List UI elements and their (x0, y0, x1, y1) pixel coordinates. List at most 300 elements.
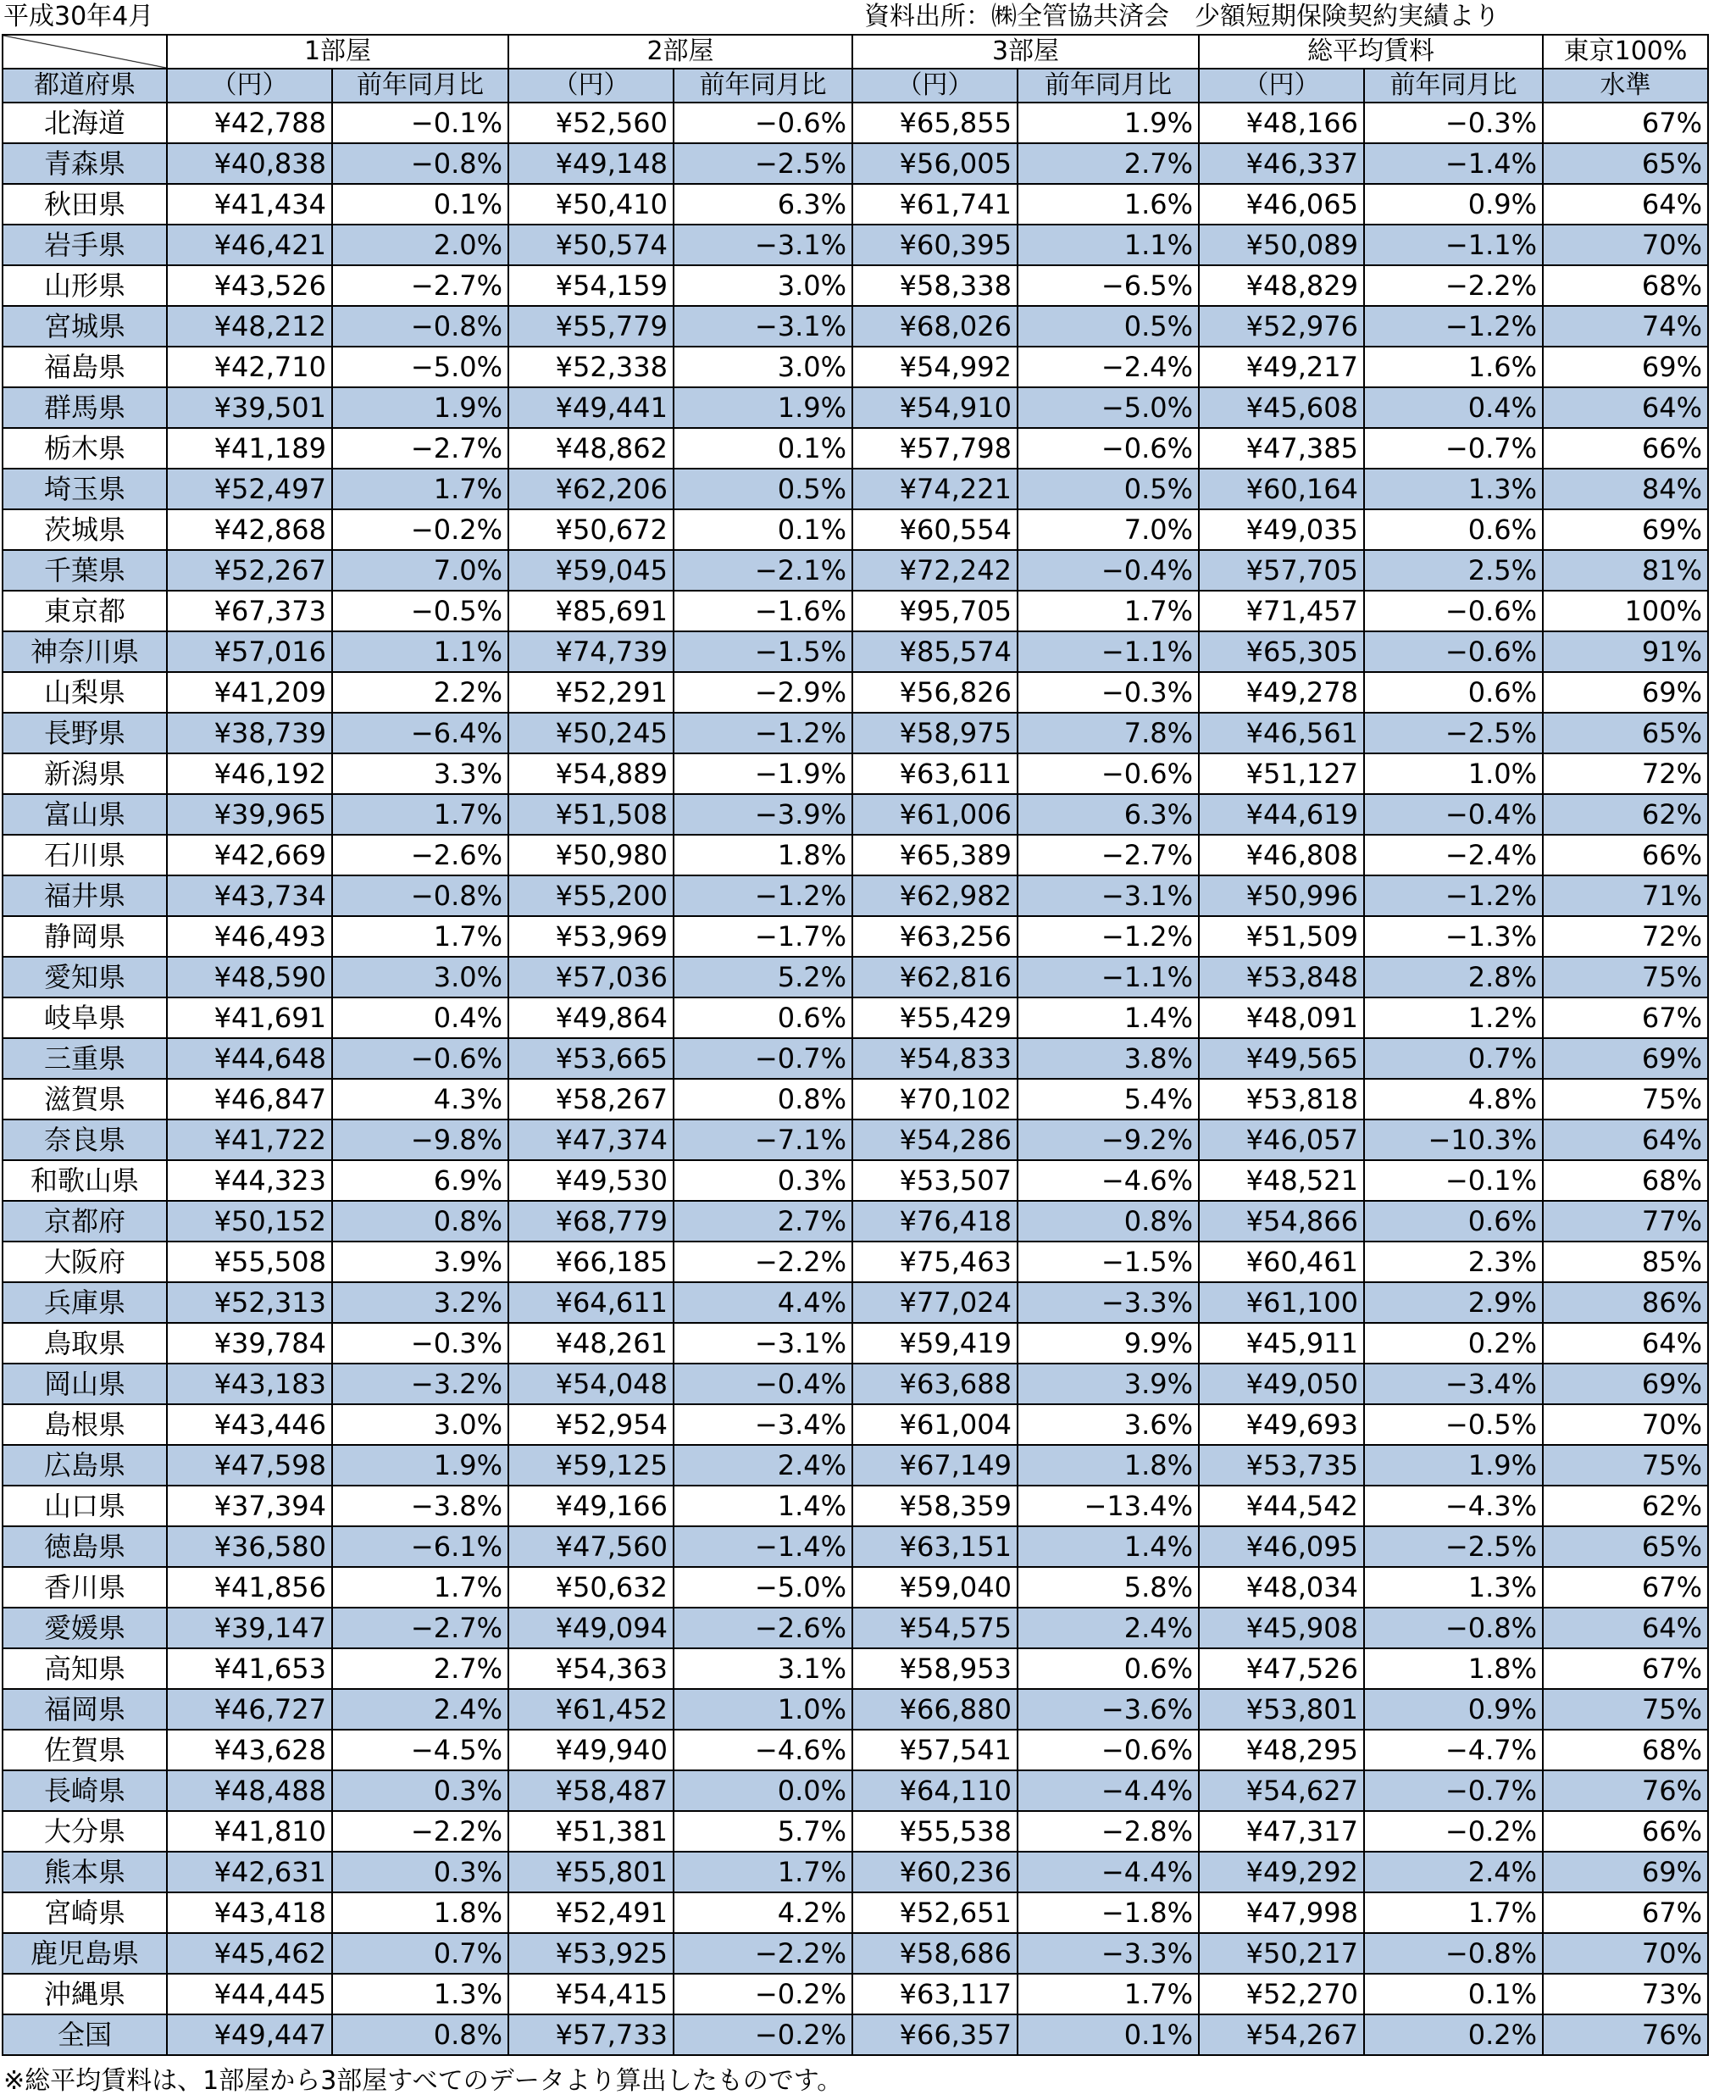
rent-2room-cell: ¥49,530 (508, 1160, 674, 1201)
rent-1room-cell: ¥43,628 (167, 1730, 332, 1770)
yoy-3room-cell: 9.9% (1018, 1323, 1199, 1364)
rent-table (2, 34, 1709, 2056)
table-row (3, 1892, 1708, 1933)
rent-1room-cell: ¥37,394 (167, 1486, 332, 1526)
tokyo-level-cell: 81% (1543, 550, 1708, 591)
rent-2room-cell: ¥54,889 (508, 753, 674, 794)
yoy-2room-cell: −2.6% (674, 1608, 852, 1648)
tokyo-level-cell: 69% (1543, 1364, 1708, 1404)
date-label: 平成30年4月 (3, 2, 154, 31)
yoy-average-cell: 2.3% (1364, 1242, 1543, 1282)
rent-2room-cell: ¥47,374 (508, 1119, 674, 1160)
prefecture-cell: 高知県 (3, 1648, 167, 1689)
yoy-2room-cell: 2.4% (674, 1445, 852, 1486)
tokyo-level-cell: 69% (1543, 672, 1708, 713)
prefecture-cell: 青森県 (3, 143, 167, 184)
rent-1room-cell: ¥57,016 (167, 631, 332, 672)
yoy-1room-cell: 0.7% (332, 1933, 508, 1974)
yoy-average-cell: −3.4% (1364, 1364, 1543, 1404)
rent-1room-cell: ¥52,267 (167, 550, 332, 591)
yoy-2room-cell: −0.7% (674, 1038, 852, 1079)
prefecture-cell: 愛媛県 (3, 1608, 167, 1648)
sub-header-prefecture: 都道府県 (3, 69, 167, 103)
rent-average-cell: ¥54,267 (1199, 2014, 1364, 2055)
yoy-1room-cell: −0.5% (332, 591, 508, 631)
table-row (3, 184, 1708, 225)
yoy-average-cell: −4.3% (1364, 1486, 1543, 1526)
rent-3room-cell: ¥57,798 (852, 428, 1018, 469)
yoy-3room-cell: −2.4% (1018, 347, 1199, 387)
table-row (3, 1811, 1708, 1852)
prefecture-cell: 香川県 (3, 1567, 167, 1608)
rent-average-cell: ¥65,305 (1199, 631, 1364, 672)
yoy-3room-cell: −3.3% (1018, 1933, 1199, 1974)
rent-average-cell: ¥46,065 (1199, 184, 1364, 225)
yoy-average-cell: 1.2% (1364, 997, 1543, 1038)
rent-3room-cell: ¥61,004 (852, 1404, 1018, 1445)
rent-3room-cell: ¥54,286 (852, 1119, 1018, 1160)
rent-2room-cell: ¥49,148 (508, 143, 674, 184)
table-row (3, 550, 1708, 591)
yoy-1room-cell: 0.4% (332, 997, 508, 1038)
tokyo-level-cell: 64% (1543, 1608, 1708, 1648)
rent-3room-cell: ¥60,236 (852, 1852, 1018, 1892)
prefecture-cell: 滋賀県 (3, 1079, 167, 1119)
table-row (3, 672, 1708, 713)
rent-average-cell: ¥47,526 (1199, 1648, 1364, 1689)
table-row (3, 1119, 1708, 1160)
rent-2room-cell: ¥61,452 (508, 1689, 674, 1730)
rent-3room-cell: ¥55,538 (852, 1811, 1018, 1852)
yoy-3room-cell: 0.6% (1018, 1648, 1199, 1689)
yoy-average-cell: −4.7% (1364, 1730, 1543, 1770)
rent-3room-cell: ¥75,463 (852, 1242, 1018, 1282)
yoy-1room-cell: 1.3% (332, 1974, 508, 2014)
yoy-3room-cell: −9.2% (1018, 1119, 1199, 1160)
yoy-average-cell: −2.5% (1364, 713, 1543, 753)
rent-3room-cell: ¥54,992 (852, 347, 1018, 387)
yoy-2room-cell: 4.2% (674, 1892, 852, 1933)
table-row (3, 753, 1708, 794)
table-row (3, 713, 1708, 753)
rent-3room-cell: ¥64,110 (852, 1770, 1018, 1811)
group-header-row (3, 35, 1708, 69)
yoy-average-cell: −1.2% (1364, 875, 1543, 916)
tokyo-level-cell: 69% (1543, 347, 1708, 387)
yoy-2room-cell: 0.0% (674, 1770, 852, 1811)
yoy-2room-cell: −2.9% (674, 672, 852, 713)
yoy-2room-cell: −2.1% (674, 550, 852, 591)
rent-average-cell: ¥47,385 (1199, 428, 1364, 469)
rent-1room-cell: ¥39,965 (167, 794, 332, 835)
yoy-2room-cell: −1.6% (674, 591, 852, 631)
rent-1room-cell: ¥40,838 (167, 143, 332, 184)
rent-1room-cell: ¥46,493 (167, 916, 332, 957)
rent-1room-cell: ¥52,313 (167, 1282, 332, 1323)
yoy-1room-cell: −0.8% (332, 143, 508, 184)
rent-3room-cell: ¥85,574 (852, 631, 1018, 672)
yoy-1room-cell: −0.2% (332, 509, 508, 550)
rent-2room-cell: ¥50,672 (508, 509, 674, 550)
rent-1room-cell: ¥55,508 (167, 1242, 332, 1282)
yoy-3room-cell: 3.9% (1018, 1364, 1199, 1404)
prefecture-cell: 宮崎県 (3, 1892, 167, 1933)
prefecture-cell: 長野県 (3, 713, 167, 753)
yoy-3room-cell: 1.9% (1018, 103, 1199, 143)
prefecture-cell: 山梨県 (3, 672, 167, 713)
rent-2room-cell: ¥50,245 (508, 713, 674, 753)
table-row (3, 591, 1708, 631)
rent-3room-cell: ¥77,024 (852, 1282, 1018, 1323)
yoy-1room-cell: 0.3% (332, 1852, 508, 1892)
rent-1room-cell: ¥44,648 (167, 1038, 332, 1079)
rent-1room-cell: ¥42,868 (167, 509, 332, 550)
yoy-2room-cell: −0.4% (674, 1364, 852, 1404)
rent-1room-cell: ¥48,488 (167, 1770, 332, 1811)
tokyo-level-cell: 91% (1543, 631, 1708, 672)
table-row (3, 1201, 1708, 1242)
yoy-3room-cell: 2.7% (1018, 143, 1199, 184)
rent-2room-cell: ¥59,045 (508, 550, 674, 591)
rent-average-cell: ¥44,542 (1199, 1486, 1364, 1526)
yoy-average-cell: 0.6% (1364, 672, 1543, 713)
rent-average-cell: ¥51,509 (1199, 916, 1364, 957)
sub-header-yen: （円） (508, 69, 674, 103)
rent-3room-cell: ¥63,256 (852, 916, 1018, 957)
rent-average-cell: ¥46,095 (1199, 1526, 1364, 1567)
yoy-average-cell: −0.7% (1364, 1770, 1543, 1811)
group-header-1room: 1部屋 (167, 35, 508, 69)
rent-3room-cell: ¥58,359 (852, 1486, 1018, 1526)
yoy-2room-cell: −2.2% (674, 1242, 852, 1282)
yoy-3room-cell: 1.7% (1018, 1974, 1199, 2014)
yoy-2room-cell: −2.2% (674, 1933, 852, 1974)
rent-average-cell: ¥54,866 (1199, 1201, 1364, 1242)
rent-average-cell: ¥53,801 (1199, 1689, 1364, 1730)
rent-average-cell: ¥46,337 (1199, 143, 1364, 184)
yoy-1room-cell: 6.9% (332, 1160, 508, 1201)
table-row (3, 306, 1708, 347)
yoy-average-cell: −0.8% (1364, 1608, 1543, 1648)
rent-3room-cell: ¥62,982 (852, 875, 1018, 916)
yoy-2room-cell: −3.1% (674, 306, 852, 347)
table-row (3, 103, 1708, 143)
yoy-2room-cell: −7.1% (674, 1119, 852, 1160)
tokyo-level-cell: 68% (1543, 1160, 1708, 1201)
rent-1room-cell: ¥48,590 (167, 957, 332, 997)
yoy-1room-cell: −0.3% (332, 1323, 508, 1364)
prefecture-cell: 宮城県 (3, 306, 167, 347)
tokyo-level-cell: 70% (1543, 225, 1708, 265)
rent-1room-cell: ¥41,691 (167, 997, 332, 1038)
rent-3room-cell: ¥57,541 (852, 1730, 1018, 1770)
tokyo-level-cell: 64% (1543, 184, 1708, 225)
rent-average-cell: ¥46,808 (1199, 835, 1364, 875)
rent-average-cell: ¥52,270 (1199, 1974, 1364, 2014)
rent-average-cell: ¥44,619 (1199, 794, 1364, 835)
rent-2room-cell: ¥50,980 (508, 835, 674, 875)
yoy-average-cell: 1.3% (1364, 1567, 1543, 1608)
yoy-average-cell: −2.5% (1364, 1526, 1543, 1567)
yoy-3room-cell: −4.4% (1018, 1852, 1199, 1892)
prefecture-cell: 千葉県 (3, 550, 167, 591)
tokyo-level-cell: 67% (1543, 1648, 1708, 1689)
yoy-2room-cell: −1.2% (674, 875, 852, 916)
yoy-2room-cell: 0.8% (674, 1079, 852, 1119)
prefecture-cell: 岡山県 (3, 1364, 167, 1404)
rent-2room-cell: ¥57,733 (508, 2014, 674, 2055)
table-row (3, 1526, 1708, 1567)
yoy-1room-cell: 1.7% (332, 794, 508, 835)
tokyo-level-cell: 62% (1543, 1486, 1708, 1526)
rent-3room-cell: ¥65,389 (852, 835, 1018, 875)
yoy-average-cell: −10.3% (1364, 1119, 1543, 1160)
corner-cell (3, 35, 167, 69)
tokyo-level-cell: 62% (1543, 794, 1708, 835)
yoy-1room-cell: −3.8% (332, 1486, 508, 1526)
rent-1room-cell: ¥48,212 (167, 306, 332, 347)
rent-1room-cell: ¥42,788 (167, 103, 332, 143)
rent-2room-cell: ¥74,739 (508, 631, 674, 672)
tokyo-level-cell: 66% (1543, 835, 1708, 875)
prefecture-cell: 栃木県 (3, 428, 167, 469)
rent-2room-cell: ¥55,200 (508, 875, 674, 916)
group-header-2room: 2部屋 (508, 35, 852, 69)
tokyo-level-cell: 75% (1543, 957, 1708, 997)
tokyo-level-cell: 68% (1543, 265, 1708, 306)
rent-average-cell: ¥47,998 (1199, 1892, 1364, 1933)
rent-2room-cell: ¥50,574 (508, 225, 674, 265)
rent-3room-cell: ¥74,221 (852, 469, 1018, 509)
yoy-average-cell: −0.7% (1364, 428, 1543, 469)
yoy-3room-cell: 0.8% (1018, 1201, 1199, 1242)
table-row (3, 265, 1708, 306)
rent-1room-cell: ¥39,501 (167, 387, 332, 428)
prefecture-cell: 群馬県 (3, 387, 167, 428)
yoy-2room-cell: 0.1% (674, 428, 852, 469)
sub-header-yoy: 前年同月比 (1364, 69, 1543, 103)
tokyo-level-cell: 72% (1543, 916, 1708, 957)
prefecture-cell: 神奈川県 (3, 631, 167, 672)
prefecture-cell: 鳥取県 (3, 1323, 167, 1364)
yoy-1room-cell: 0.3% (332, 1770, 508, 1811)
tokyo-level-cell: 64% (1543, 1323, 1708, 1364)
table-row (3, 1282, 1708, 1323)
rent-average-cell: ¥53,848 (1199, 957, 1364, 997)
table-row (3, 1770, 1708, 1811)
yoy-1room-cell: 1.7% (332, 469, 508, 509)
rent-3room-cell: ¥58,686 (852, 1933, 1018, 1974)
rent-2room-cell: ¥54,048 (508, 1364, 674, 1404)
rent-3room-cell: ¥54,575 (852, 1608, 1018, 1648)
rent-1room-cell: ¥39,147 (167, 1608, 332, 1648)
table-row (3, 387, 1708, 428)
rent-1room-cell: ¥36,580 (167, 1526, 332, 1567)
yoy-1room-cell: 0.8% (332, 2014, 508, 2055)
yoy-2room-cell: −0.6% (674, 103, 852, 143)
yoy-1room-cell: 1.7% (332, 916, 508, 957)
rent-2room-cell: ¥52,338 (508, 347, 674, 387)
yoy-average-cell: 0.7% (1364, 1038, 1543, 1079)
rent-average-cell: ¥53,735 (1199, 1445, 1364, 1486)
yoy-average-cell: 1.9% (1364, 1445, 1543, 1486)
yoy-2room-cell: −1.2% (674, 713, 852, 753)
yoy-average-cell: −0.5% (1364, 1404, 1543, 1445)
yoy-3room-cell: 1.7% (1018, 591, 1199, 631)
rent-2room-cell: ¥49,094 (508, 1608, 674, 1648)
rent-3room-cell: ¥59,419 (852, 1323, 1018, 1364)
yoy-average-cell: −0.2% (1364, 1811, 1543, 1852)
tokyo-level-cell: 64% (1543, 387, 1708, 428)
rent-average-cell: ¥45,608 (1199, 387, 1364, 428)
top-bar (0, 0, 1736, 34)
yoy-2room-cell: 4.4% (674, 1282, 852, 1323)
prefecture-cell: 山形県 (3, 265, 167, 306)
yoy-3room-cell: 1.6% (1018, 184, 1199, 225)
rent-1room-cell: ¥42,669 (167, 835, 332, 875)
table-row (3, 631, 1708, 672)
tokyo-level-cell: 67% (1543, 1892, 1708, 1933)
rent-3room-cell: ¥61,006 (852, 794, 1018, 835)
yoy-1room-cell: 1.9% (332, 1445, 508, 1486)
yoy-3room-cell: 1.1% (1018, 225, 1199, 265)
yoy-3room-cell: 7.0% (1018, 509, 1199, 550)
yoy-2room-cell: 1.4% (674, 1486, 852, 1526)
tokyo-level-cell: 70% (1543, 1404, 1708, 1445)
yoy-average-cell: 0.9% (1364, 184, 1543, 225)
yoy-average-cell: 0.9% (1364, 1689, 1543, 1730)
table-row (3, 1852, 1708, 1892)
tokyo-level-cell: 67% (1543, 997, 1708, 1038)
rent-1room-cell: ¥43,446 (167, 1404, 332, 1445)
yoy-3room-cell: −1.2% (1018, 916, 1199, 957)
rent-2room-cell: ¥57,036 (508, 957, 674, 997)
yoy-average-cell: 2.8% (1364, 957, 1543, 997)
rent-1room-cell: ¥43,183 (167, 1364, 332, 1404)
rent-3room-cell: ¥72,242 (852, 550, 1018, 591)
rent-average-cell: ¥48,829 (1199, 265, 1364, 306)
rent-average-cell: ¥49,050 (1199, 1364, 1364, 1404)
prefecture-cell: 石川県 (3, 835, 167, 875)
yoy-2room-cell: 1.7% (674, 1852, 852, 1892)
yoy-3room-cell: 3.6% (1018, 1404, 1199, 1445)
rent-3room-cell: ¥63,117 (852, 1974, 1018, 2014)
sub-header-row (3, 69, 1708, 103)
yoy-3room-cell: 6.3% (1018, 794, 1199, 835)
rent-3room-cell: ¥59,040 (852, 1567, 1018, 1608)
sub-header-yen: （円） (852, 69, 1018, 103)
table-row (3, 1974, 1708, 2014)
rent-average-cell: ¥71,457 (1199, 591, 1364, 631)
yoy-3room-cell: −4.6% (1018, 1160, 1199, 1201)
tokyo-level-cell: 67% (1543, 1567, 1708, 1608)
yoy-2room-cell: 5.7% (674, 1811, 852, 1852)
rent-2room-cell: ¥54,159 (508, 265, 674, 306)
yoy-1room-cell: 3.2% (332, 1282, 508, 1323)
yoy-3room-cell: 7.8% (1018, 713, 1199, 753)
yoy-1room-cell: 1.7% (332, 1567, 508, 1608)
yoy-average-cell: 1.7% (1364, 1892, 1543, 1933)
rent-2room-cell: ¥54,415 (508, 1974, 674, 2014)
yoy-3room-cell: 5.4% (1018, 1079, 1199, 1119)
tokyo-level-cell: 75% (1543, 1079, 1708, 1119)
yoy-average-cell: −2.4% (1364, 835, 1543, 875)
tokyo-level-cell: 65% (1543, 713, 1708, 753)
prefecture-cell: 沖縄県 (3, 1974, 167, 2014)
yoy-average-cell: 0.2% (1364, 2014, 1543, 2055)
table-row (3, 1608, 1708, 1648)
yoy-average-cell: 0.1% (1364, 1974, 1543, 2014)
yoy-3room-cell: 0.5% (1018, 306, 1199, 347)
yoy-2room-cell: 3.1% (674, 1648, 852, 1689)
yoy-average-cell: −0.4% (1364, 794, 1543, 835)
rent-2room-cell: ¥62,206 (508, 469, 674, 509)
tokyo-level-cell: 76% (1543, 1770, 1708, 1811)
yoy-1room-cell: −2.6% (332, 835, 508, 875)
table-row (3, 957, 1708, 997)
tokyo-level-cell: 77% (1543, 1201, 1708, 1242)
sub-header-yoy: 前年同月比 (674, 69, 852, 103)
yoy-1room-cell: 0.1% (332, 184, 508, 225)
yoy-1room-cell: −3.2% (332, 1364, 508, 1404)
rent-3room-cell: ¥58,975 (852, 713, 1018, 753)
prefecture-cell: 佐賀県 (3, 1730, 167, 1770)
rent-average-cell: ¥60,164 (1199, 469, 1364, 509)
footnote: ※総平均賃料は、1部屋から3部屋すべてのデータより算出したものです。 (3, 2066, 843, 2096)
table-row (3, 1404, 1708, 1445)
yoy-3room-cell: −1.1% (1018, 957, 1199, 997)
tokyo-level-cell: 68% (1543, 1730, 1708, 1770)
prefecture-cell: 山口県 (3, 1486, 167, 1526)
table-row (3, 1567, 1708, 1608)
rent-1room-cell: ¥45,462 (167, 1933, 332, 1974)
rent-3room-cell: ¥58,338 (852, 265, 1018, 306)
rent-2room-cell: ¥58,267 (508, 1079, 674, 1119)
yoy-2room-cell: 1.0% (674, 1689, 852, 1730)
tokyo-level-cell: 66% (1543, 1811, 1708, 1852)
prefecture-cell: 全国 (3, 2014, 167, 2055)
prefecture-cell: 熊本県 (3, 1852, 167, 1892)
tokyo-level-cell: 86% (1543, 1282, 1708, 1323)
yoy-average-cell: 0.6% (1364, 509, 1543, 550)
yoy-1room-cell: −9.8% (332, 1119, 508, 1160)
tokyo-level-cell: 64% (1543, 1119, 1708, 1160)
rent-1room-cell: ¥41,722 (167, 1119, 332, 1160)
yoy-2room-cell: 3.0% (674, 265, 852, 306)
yoy-3room-cell: −13.4% (1018, 1486, 1199, 1526)
group-header-average: 総平均賃料 (1199, 35, 1543, 69)
tokyo-level-cell: 67% (1543, 103, 1708, 143)
tokyo-level-cell: 65% (1543, 143, 1708, 184)
yoy-1room-cell: −0.6% (332, 1038, 508, 1079)
tokyo-level-cell: 75% (1543, 1689, 1708, 1730)
table-row (3, 875, 1708, 916)
tokyo-level-cell: 69% (1543, 1852, 1708, 1892)
yoy-average-cell: −0.1% (1364, 1160, 1543, 1201)
prefecture-cell: 東京都 (3, 591, 167, 631)
prefecture-cell: 京都府 (3, 1201, 167, 1242)
yoy-3room-cell: −6.5% (1018, 265, 1199, 306)
yoy-2room-cell: −3.1% (674, 225, 852, 265)
rent-3room-cell: ¥65,855 (852, 103, 1018, 143)
yoy-average-cell: −2.2% (1364, 265, 1543, 306)
yoy-2room-cell: 6.3% (674, 184, 852, 225)
yoy-average-cell: 1.6% (1364, 347, 1543, 387)
rent-2room-cell: ¥59,125 (508, 1445, 674, 1486)
rent-3room-cell: ¥95,705 (852, 591, 1018, 631)
yoy-1room-cell: −4.5% (332, 1730, 508, 1770)
rent-2room-cell: ¥52,954 (508, 1404, 674, 1445)
